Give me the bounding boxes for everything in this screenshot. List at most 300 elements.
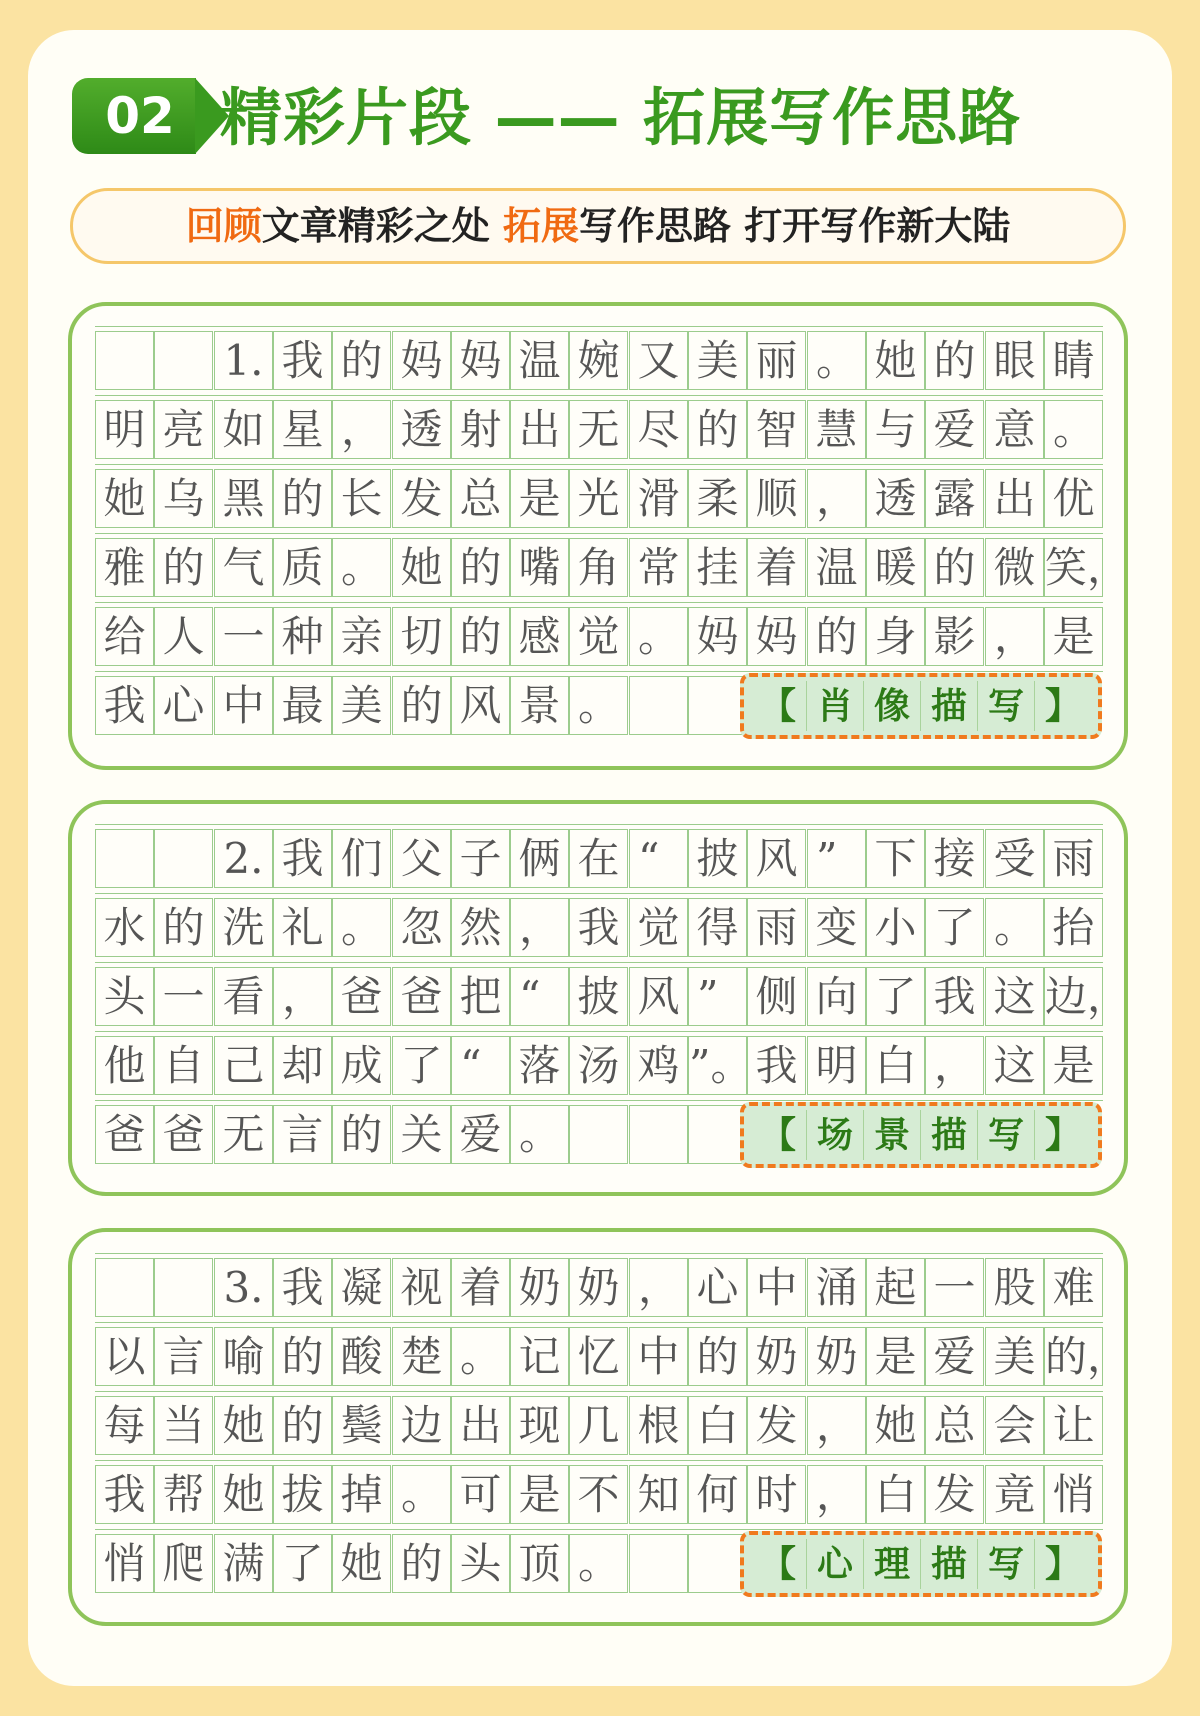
grid-cell <box>95 829 154 888</box>
writing-grid-3 <box>95 1258 1130 1603</box>
grid-cell: 了 <box>925 898 984 957</box>
grid-cell: 丽 <box>747 331 806 390</box>
grid-cell: 。 <box>332 898 391 957</box>
grid-cell: 明 <box>95 400 154 459</box>
grid-cell: 会 <box>985 1396 1044 1455</box>
grid-cell: 以 <box>95 1327 154 1386</box>
grid-cell: 慧 <box>807 400 866 459</box>
grid-cell: 礼 <box>273 898 332 957</box>
subtitle-banner <box>70 188 1126 264</box>
grid-cell: 星 <box>273 400 332 459</box>
grid-cell: 何 <box>688 1465 747 1524</box>
tag-character: 描 <box>921 1110 978 1160</box>
grid-cell: 披 <box>688 829 747 888</box>
tag-character: 心 <box>807 1539 864 1589</box>
grid-cell: 透 <box>866 469 925 528</box>
grid-cell: 切 <box>392 607 451 666</box>
grid-cell: 成 <box>332 1036 391 1095</box>
grid-cell: ， <box>807 469 866 528</box>
grid-row-guide <box>95 962 1103 963</box>
grid-cell: 心 <box>688 1258 747 1317</box>
grid-cell <box>688 1105 747 1164</box>
grid-row-guide <box>95 1253 1103 1254</box>
grid-cell: 她 <box>866 1396 925 1455</box>
grid-cell: 觉 <box>629 898 688 957</box>
grid-cell: 如 <box>214 400 273 459</box>
grid-cell: 这 <box>985 1036 1044 1095</box>
grid-cell: 尽 <box>629 400 688 459</box>
grid-cell: 的 <box>688 1327 747 1386</box>
grid-cell: 。 <box>451 1327 510 1386</box>
grid-cell: “ <box>451 1036 510 1095</box>
grid-cell: 洗 <box>214 898 273 957</box>
grid-cell: 小 <box>866 898 925 957</box>
description-type-tag <box>740 1102 1102 1168</box>
grid-cell <box>95 331 154 390</box>
grid-cell: 我 <box>747 1036 806 1095</box>
grid-cell: 雅 <box>95 538 154 597</box>
grid-cell: 角 <box>569 538 628 597</box>
tag-character: 写 <box>978 1110 1035 1160</box>
grid-cell: 她 <box>214 1396 273 1455</box>
grid-cell <box>629 1105 688 1164</box>
grid-cell: 起 <box>866 1258 925 1317</box>
grid-cell: 雨 <box>1044 829 1103 888</box>
grid-cell: 忽 <box>392 898 451 957</box>
tag-character: 【 <box>750 681 807 731</box>
grid-cell: 把 <box>451 967 510 1026</box>
grid-cell: ， <box>807 1396 866 1455</box>
grid-cell: 的 <box>392 1534 451 1593</box>
tag-character: 描 <box>921 1539 978 1589</box>
grid-cell: 她 <box>332 1534 391 1593</box>
grid-cell: 俩 <box>510 829 569 888</box>
grid-cell: 的 <box>332 1105 391 1164</box>
grid-cell: ， <box>985 607 1044 666</box>
grid-cell: 的 <box>154 538 213 597</box>
grid-cell: 自 <box>154 1036 213 1095</box>
section-number: 02 <box>105 87 175 145</box>
grid-cell: 一 <box>925 1258 984 1317</box>
grid-cell: 鬓 <box>332 1396 391 1455</box>
grid-cell: 中 <box>214 676 273 735</box>
tag-character: 场 <box>807 1110 864 1160</box>
grid-cell: 微 <box>985 538 1044 597</box>
grid-cell: ， <box>807 1465 866 1524</box>
grid-cell: 父 <box>392 829 451 888</box>
grid-cell: ， <box>925 1036 984 1095</box>
tag-character: 】 <box>1044 1543 1081 1585</box>
grid-cell: 美 <box>688 331 747 390</box>
grid-cell: 温 <box>807 538 866 597</box>
grid-cell: 嘴 <box>510 538 569 597</box>
grid-cell: 无 <box>569 400 628 459</box>
grid-cell <box>154 829 213 888</box>
grid-cell: 楚 <box>392 1327 451 1386</box>
grid-cell: 们 <box>332 829 391 888</box>
grid-cell: 的 <box>807 607 866 666</box>
grid-cell: 忆 <box>569 1327 628 1386</box>
grid-cell: 水 <box>95 898 154 957</box>
grid-cell: ”。 <box>688 1036 747 1095</box>
writing-grid-1 <box>95 331 1130 745</box>
grid-cell: 悄 <box>1044 1465 1103 1524</box>
grid-cell: 风 <box>629 967 688 1026</box>
grid-cell: 景 <box>510 676 569 735</box>
grid-cell: 悄 <box>95 1534 154 1593</box>
grid-cell: 当 <box>154 1396 213 1455</box>
grid-cell: 顶 <box>510 1534 569 1593</box>
grid-row-guide <box>95 1100 1103 1101</box>
grid-cell <box>569 1105 628 1164</box>
grid-cell: 气 <box>214 538 273 597</box>
subtitle-text-2: 写作思路 打开写作新大陆 <box>579 204 1011 248</box>
subtitle-highlight-expand: 拓展 <box>503 204 580 248</box>
grid-cell: 与 <box>866 400 925 459</box>
grid-cell: 她 <box>95 469 154 528</box>
grid-cell: “ <box>629 829 688 888</box>
grid-cell: 我 <box>95 1465 154 1524</box>
grid-cell: 然 <box>451 898 510 957</box>
grid-cell: ， <box>629 1258 688 1317</box>
grid-cell <box>629 1534 688 1593</box>
grid-cell: 觉 <box>569 607 628 666</box>
grid-cell: 。 <box>569 676 628 735</box>
tag-character: 【 <box>750 1110 807 1160</box>
grid-cell: 乌 <box>154 469 213 528</box>
grid-cell: 接 <box>925 829 984 888</box>
grid-cell: 风 <box>451 676 510 735</box>
grid-row-guide <box>95 671 1103 672</box>
description-type-tag <box>740 1531 1102 1597</box>
grid-cell: ， <box>510 898 569 957</box>
subtitle-text-1: 文章精彩之处 <box>261 204 503 248</box>
grid-row-guide <box>95 1391 1103 1392</box>
grid-cell: 他 <box>95 1036 154 1095</box>
grid-cell: 让 <box>1044 1396 1103 1455</box>
grid-row-guide <box>95 1322 1103 1323</box>
grid-cell: 拔 <box>273 1465 332 1524</box>
grid-cell: 常 <box>629 538 688 597</box>
grid-cell: 优 <box>1044 469 1103 528</box>
grid-cell: 的 <box>273 469 332 528</box>
grid-cell: 柔 <box>688 469 747 528</box>
grid-cell: 爸 <box>154 1105 213 1164</box>
grid-cell: 看 <box>214 967 273 1026</box>
section-title: 精彩片段 —— 拓展写作思路 <box>220 81 1022 154</box>
grid-cell: 的 <box>392 676 451 735</box>
grid-cell: 边， <box>1044 967 1103 1026</box>
grid-row-guide <box>95 326 1103 327</box>
grid-row-guide <box>95 824 1103 825</box>
grid-cell: 披 <box>569 967 628 1026</box>
grid-cell: 出 <box>510 400 569 459</box>
grid-cell: ” <box>688 967 747 1026</box>
grid-cell: 妈 <box>688 607 747 666</box>
grid-cell: 我 <box>569 898 628 957</box>
grid-row-guide <box>95 1031 1103 1032</box>
grid-cell: 得 <box>688 898 747 957</box>
grid-cell: 了 <box>273 1534 332 1593</box>
grid-cell: 抬 <box>1044 898 1103 957</box>
grid-cell: 奶 <box>747 1327 806 1386</box>
tag-character: 】 <box>1044 1114 1081 1156</box>
grid-cell: 却 <box>273 1036 332 1095</box>
grid-cell: 滑 <box>629 469 688 528</box>
grid-cell: 妈 <box>747 607 806 666</box>
grid-cell: 质 <box>273 538 332 597</box>
grid-cell: 了 <box>392 1036 451 1095</box>
grid-cell: 掉 <box>332 1465 391 1524</box>
grid-cell: 妈 <box>392 331 451 390</box>
grid-cell: 人 <box>154 607 213 666</box>
grid-cell: 她 <box>214 1465 273 1524</box>
grid-cell: 满 <box>214 1534 273 1593</box>
grid-cell: 。 <box>1044 400 1103 459</box>
grid-cell: 奶 <box>569 1258 628 1317</box>
grid-cell: 出 <box>451 1396 510 1455</box>
grid-cell: 一 <box>214 607 273 666</box>
grid-cell: 发 <box>925 1465 984 1524</box>
grid-cell: 酸 <box>332 1327 391 1386</box>
writing-grid-2 <box>95 829 1130 1174</box>
grid-cell: 是 <box>866 1327 925 1386</box>
grid-row-guide <box>95 395 1103 396</box>
grid-cell: 中 <box>629 1327 688 1386</box>
grid-cell: 种 <box>273 607 332 666</box>
grid-cell: 雨 <box>747 898 806 957</box>
grid-cell: 的 <box>688 400 747 459</box>
grid-cell: 睛 <box>1044 331 1103 390</box>
grid-cell: 我 <box>925 967 984 1026</box>
grid-cell: 。 <box>392 1465 451 1524</box>
tag-character: 写 <box>978 1539 1035 1589</box>
grid-cell: 的 <box>451 538 510 597</box>
grid-cell: 感 <box>510 607 569 666</box>
grid-cell: 。 <box>985 898 1044 957</box>
grid-cell: 股 <box>985 1258 1044 1317</box>
grid-cell: 。 <box>510 1105 569 1164</box>
grid-cell: 着 <box>451 1258 510 1317</box>
subtitle-highlight-review: 回顾 <box>185 204 262 248</box>
grid-cell: 总 <box>451 469 510 528</box>
grid-cell: 白 <box>866 1036 925 1095</box>
grid-cell: 是 <box>1044 1036 1103 1095</box>
grid-cell: 一 <box>154 967 213 1026</box>
grid-cell: 言 <box>154 1327 213 1386</box>
grid-cell: 子 <box>451 829 510 888</box>
grid-row-guide <box>95 464 1103 465</box>
grid-cell: 喻 <box>214 1327 273 1386</box>
tag-character: 景 <box>864 1110 921 1160</box>
grid-cell: 关 <box>392 1105 451 1164</box>
grid-cell: 笑， <box>1044 538 1103 597</box>
grid-cell: 着 <box>747 538 806 597</box>
grid-cell: 亲 <box>332 607 391 666</box>
grid-cell: 的 <box>273 1327 332 1386</box>
grid-cell: 影 <box>925 607 984 666</box>
grid-cell: 视 <box>392 1258 451 1317</box>
grid-cell: ， <box>332 400 391 459</box>
grid-cell: 身 <box>866 607 925 666</box>
grid-cell: 的 <box>925 538 984 597</box>
grid-cell: 她 <box>392 538 451 597</box>
grid-cell: 奶 <box>510 1258 569 1317</box>
grid-cell: ， <box>273 967 332 1026</box>
grid-cell: 心 <box>154 676 213 735</box>
grid-cell: 汤 <box>569 1036 628 1095</box>
grid-cell: 。 <box>332 538 391 597</box>
grid-cell: 长 <box>332 469 391 528</box>
grid-cell: 落 <box>510 1036 569 1095</box>
grid-cell: 己 <box>214 1036 273 1095</box>
grid-cell: 每 <box>95 1396 154 1455</box>
grid-cell: 下 <box>866 829 925 888</box>
grid-cell: 言 <box>273 1105 332 1164</box>
grid-cell <box>629 676 688 735</box>
grid-cell: 眼 <box>985 331 1044 390</box>
grid-row-guide <box>95 602 1103 603</box>
tag-character: 描 <box>921 681 978 731</box>
grid-cell: 受 <box>985 829 1044 888</box>
grid-cell: 2. <box>214 829 273 888</box>
grid-cell: 又 <box>629 331 688 390</box>
grid-cell: 奶 <box>807 1327 866 1386</box>
grid-cell: 白 <box>866 1465 925 1524</box>
grid-cell: 白 <box>688 1396 747 1455</box>
grid-cell: 无 <box>214 1105 273 1164</box>
grid-cell: 最 <box>273 676 332 735</box>
grid-row-guide <box>95 533 1103 534</box>
grid-cell: 是 <box>510 1465 569 1524</box>
grid-cell <box>688 676 747 735</box>
grid-row-guide <box>95 893 1103 894</box>
grid-cell: 明 <box>807 1036 866 1095</box>
grid-cell: “ <box>510 967 569 1026</box>
grid-cell: 爸 <box>392 967 451 1026</box>
grid-cell: 亮 <box>154 400 213 459</box>
grid-cell: 了 <box>866 967 925 1026</box>
grid-cell: 向 <box>807 967 866 1026</box>
grid-cell: 妈 <box>451 331 510 390</box>
grid-cell: 的 <box>332 331 391 390</box>
grid-cell: 挂 <box>688 538 747 597</box>
grid-cell: 几 <box>569 1396 628 1455</box>
grid-cell: 顺 <box>747 469 806 528</box>
grid-cell <box>95 1258 154 1317</box>
grid-cell: 头 <box>451 1534 510 1593</box>
grid-cell: 暖 <box>866 538 925 597</box>
grid-cell: 不 <box>569 1465 628 1524</box>
grid-cell: 头 <box>95 967 154 1026</box>
grid-cell: 黑 <box>214 469 273 528</box>
grid-cell: 难 <box>1044 1258 1103 1317</box>
grid-cell: 爱 <box>925 400 984 459</box>
grid-cell: 是 <box>510 469 569 528</box>
grid-cell: 爸 <box>332 967 391 1026</box>
grid-cell: 风 <box>747 829 806 888</box>
grid-cell: 。 <box>807 331 866 390</box>
grid-cell: 爬 <box>154 1534 213 1593</box>
grid-cell: 的 <box>154 898 213 957</box>
grid-cell: 爱 <box>925 1327 984 1386</box>
grid-row-guide <box>95 1529 1103 1530</box>
grid-cell: 1. <box>214 331 273 390</box>
grid-cell: 可 <box>451 1465 510 1524</box>
section-header <box>72 78 1132 158</box>
grid-cell: 美 <box>985 1327 1044 1386</box>
grid-cell: 爱 <box>451 1105 510 1164</box>
grid-cell: 。 <box>569 1534 628 1593</box>
grid-cell: 竟 <box>985 1465 1044 1524</box>
grid-cell: 在 <box>569 829 628 888</box>
tag-character: 像 <box>864 681 921 731</box>
grid-cell: 总 <box>925 1396 984 1455</box>
tag-character: 理 <box>864 1539 921 1589</box>
tag-character: 【 <box>750 1539 807 1589</box>
grid-cell <box>688 1534 747 1593</box>
grid-cell: 露 <box>925 469 984 528</box>
grid-cell: 温 <box>510 331 569 390</box>
tag-character: 】 <box>1044 685 1081 727</box>
grid-cell: 智 <box>747 400 806 459</box>
grid-cell: 射 <box>451 400 510 459</box>
grid-cell: 发 <box>747 1396 806 1455</box>
grid-cell: 我 <box>95 676 154 735</box>
grid-cell: 中 <box>747 1258 806 1317</box>
grid-cell: 侧 <box>747 967 806 1026</box>
grid-cell: 变 <box>807 898 866 957</box>
grid-cell: 。 <box>629 607 688 666</box>
grid-cell: 鸡 <box>629 1036 688 1095</box>
grid-cell: 光 <box>569 469 628 528</box>
grid-cell: 爸 <box>95 1105 154 1164</box>
grid-cell: 根 <box>629 1396 688 1455</box>
grid-cell: 边 <box>392 1396 451 1455</box>
grid-cell: 的 <box>451 607 510 666</box>
grid-cell: 知 <box>629 1465 688 1524</box>
grid-cell: 时 <box>747 1465 806 1524</box>
grid-row-guide <box>95 1460 1103 1461</box>
tag-character: 肖 <box>807 681 864 731</box>
grid-cell: 发 <box>392 469 451 528</box>
grid-cell: 这 <box>985 967 1044 1026</box>
grid-cell: 帮 <box>154 1465 213 1524</box>
grid-cell: 3. <box>214 1258 273 1317</box>
grid-cell: 的， <box>1044 1327 1103 1386</box>
grid-cell: 凝 <box>332 1258 391 1317</box>
grid-cell: 的 <box>273 1396 332 1455</box>
grid-cell: ” <box>807 829 866 888</box>
grid-cell: 意 <box>985 400 1044 459</box>
grid-cell <box>154 1258 213 1317</box>
grid-cell: 婉 <box>569 331 628 390</box>
grid-cell: 我 <box>273 829 332 888</box>
grid-cell <box>154 331 213 390</box>
grid-cell: 的 <box>925 331 984 390</box>
grid-cell: 透 <box>392 400 451 459</box>
grid-cell: 记 <box>510 1327 569 1386</box>
grid-cell: 她 <box>866 331 925 390</box>
grid-cell: 是 <box>1044 607 1103 666</box>
grid-cell: 出 <box>985 469 1044 528</box>
grid-cell: 给 <box>95 607 154 666</box>
grid-cell: 我 <box>273 331 332 390</box>
grid-cell: 美 <box>332 676 391 735</box>
grid-cell: 涌 <box>807 1258 866 1317</box>
description-type-tag <box>740 673 1102 739</box>
tag-character: 写 <box>978 681 1035 731</box>
